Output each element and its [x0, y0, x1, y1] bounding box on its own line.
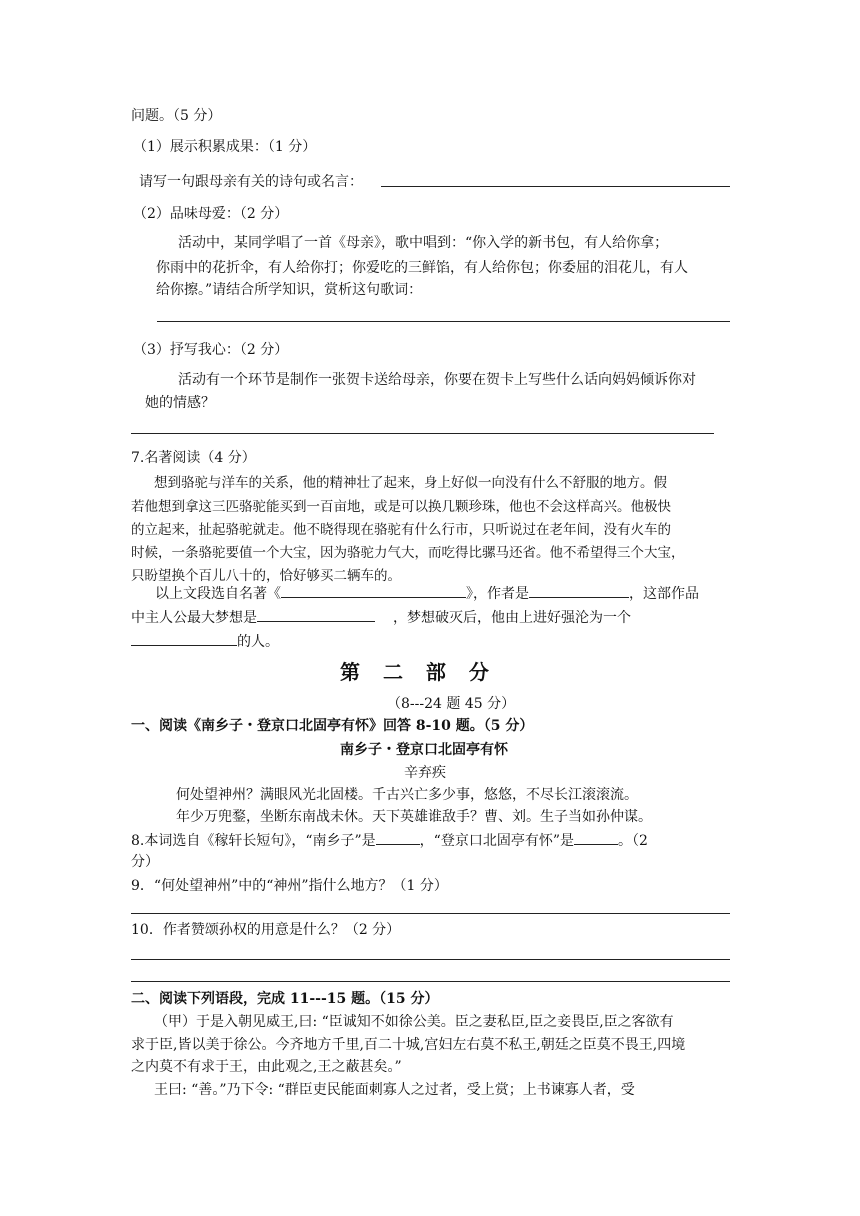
- section2-line3: 之内莫不有求于王，由此观之,王之蔽甚矣。”: [131, 1059, 402, 1075]
- poem-author: 辛弃疾: [404, 765, 446, 781]
- part-two-title: 第 二 部 分: [340, 660, 497, 684]
- q7-text-b: 》，作者是: [466, 586, 529, 602]
- q7-passage-line2: 若他想到拿这三匹骆驼能买到一百亩地，或是可以换几颗珍珠，他也不会这样高兴。他极快: [131, 499, 671, 515]
- q8-text-c: 。（2: [618, 833, 648, 849]
- q8-blank-1[interactable]: [376, 829, 420, 845]
- q7-text-c: ，这部作品: [629, 586, 699, 602]
- q6-part2-answer-line[interactable]: [157, 321, 730, 322]
- q7-text-a: 以上文段选自名著《: [155, 586, 281, 602]
- q6-part3-line2: 她的情感？: [145, 395, 215, 411]
- section2-line4: 王曰: “善。”乃下令: “群臣吏民能面刺寡人之过者，受上赏；上书谏寡人者，受: [154, 1082, 635, 1098]
- q6-part1-answer-line[interactable]: [381, 186, 730, 187]
- q7-passage-line3: 的立起来，扯起骆驼就走。他不晓得现在骆驼有什么行市，只听说过在老年间，没有火车的: [131, 522, 671, 538]
- q10-answer-line2[interactable]: [131, 981, 730, 982]
- q7-question-line1: [155, 582, 699, 604]
- q6-part3-heading: （3）抒写我心：（2 分）: [133, 342, 289, 358]
- q6-part2-line3: 给你擦。”请结合所学知识，赏析这句歌词：: [156, 282, 423, 298]
- q7-text-f: 的人。: [237, 634, 279, 650]
- q8-text-a: 8.本词选自《稼轩长短句》，“南乡子”是: [131, 833, 376, 849]
- section1-heading: 一、阅读《南乡子・登京口北固亭有怀》回答 8-10 题。（5 分）: [131, 718, 534, 734]
- poem-title: 南乡子・登京口北固亭有怀: [340, 742, 508, 758]
- q6-part3-line1: 活动有一个环节是制作一张贺卡送给母亲，你要在贺卡上写些什么话向妈妈倾诉你对: [178, 372, 696, 388]
- section2-line1: （甲）于是入朝见威王,曰: “臣诚知不如徐公美。臣之妻私臣,臣之妾畏臣,臣之客欲有: [154, 1014, 674, 1030]
- q6-part2-heading: （2）品味母爱：（2 分）: [133, 206, 289, 222]
- section2-heading: 二、阅读下列语段，完成 11---15 题。（15 分）: [131, 991, 439, 1007]
- q6-part2-line1: 活动中，某同学唱了一首《母亲》，歌中唱到：“你入学的新书包，有人给你拿；: [178, 235, 669, 251]
- poem-verse1: 何处望神州？满眼风光北固楼。千古兴亡多少事，悠悠，不尽长江滚滚流。: [176, 787, 638, 803]
- q7-blank-dream[interactable]: [257, 606, 375, 622]
- q8-line1: [131, 829, 648, 851]
- q7-blank-book[interactable]: [281, 582, 466, 598]
- section2-line2: 求于臣,皆以美于徐公。今齐地方千里,百二十城,宫妇左右莫不私王,朝廷之臣莫不畏王,四境: [131, 1037, 686, 1053]
- q10-question: 10．作者赞颂孙权的用意是什么？（2 分）: [131, 922, 401, 938]
- q9-question: 9．“何处望神州”中的“神州”指什么地方？（1 分）: [131, 878, 448, 894]
- q6-part3-answer-line[interactable]: [131, 433, 714, 434]
- q7-heading: 7.名著阅读（4 分）: [131, 450, 256, 466]
- q7-text-d: 中主人公最大梦想是: [131, 610, 257, 626]
- part-two-subtitle: （8---24 题 45 分）: [387, 696, 516, 712]
- poem-verse2: 年少万兜鍪，坐断东南战未休。天下英雄谁敌手？曹、刘。生子当如孙仲谋。: [176, 809, 652, 825]
- q9-answer-line[interactable]: [131, 913, 730, 914]
- q6-part2-line2: 你雨中的花折伞，有人给你打；你爱吃的三鲜馅，有人给你包；你委屈的泪花儿，有人: [156, 260, 688, 276]
- q7-text-e: ，梦想破灭后，他由上进好强沦为一个: [393, 610, 631, 626]
- q7-passage-line4: 时候，一条骆驼要值一个大宝，因为骆驼力气大，而吃得比骡马还省。他不希望得三个大宝，: [131, 545, 685, 561]
- q7-blank-author[interactable]: [529, 582, 629, 598]
- q8-line2: 分）: [131, 854, 159, 870]
- q7-passage-line1: 想到骆驼与洋车的关系，他的精神壮了起来，身上好似一向没有什么不舒服的地方。假: [154, 475, 667, 491]
- q8-text-b: ，“登京口北固亭有怀”是: [419, 833, 574, 849]
- q7-blank-became[interactable]: [131, 630, 237, 646]
- q6-part1-prompt: 请写一句跟母亲有关的诗句或名言：: [139, 174, 363, 190]
- q6-intro-tail: 问题。（5 分）: [131, 108, 222, 124]
- q8-blank-2[interactable]: [574, 829, 618, 845]
- q7-question-line2: [131, 606, 631, 628]
- q7-passage-line5: 只盼望换个百儿八十的，恰好够买二辆车的。: [131, 568, 401, 584]
- q6-part1-heading: （1）展示积累成果：（1 分）: [133, 139, 317, 155]
- q10-answer-line1[interactable]: [131, 959, 730, 960]
- q7-question-line3: [131, 630, 279, 652]
